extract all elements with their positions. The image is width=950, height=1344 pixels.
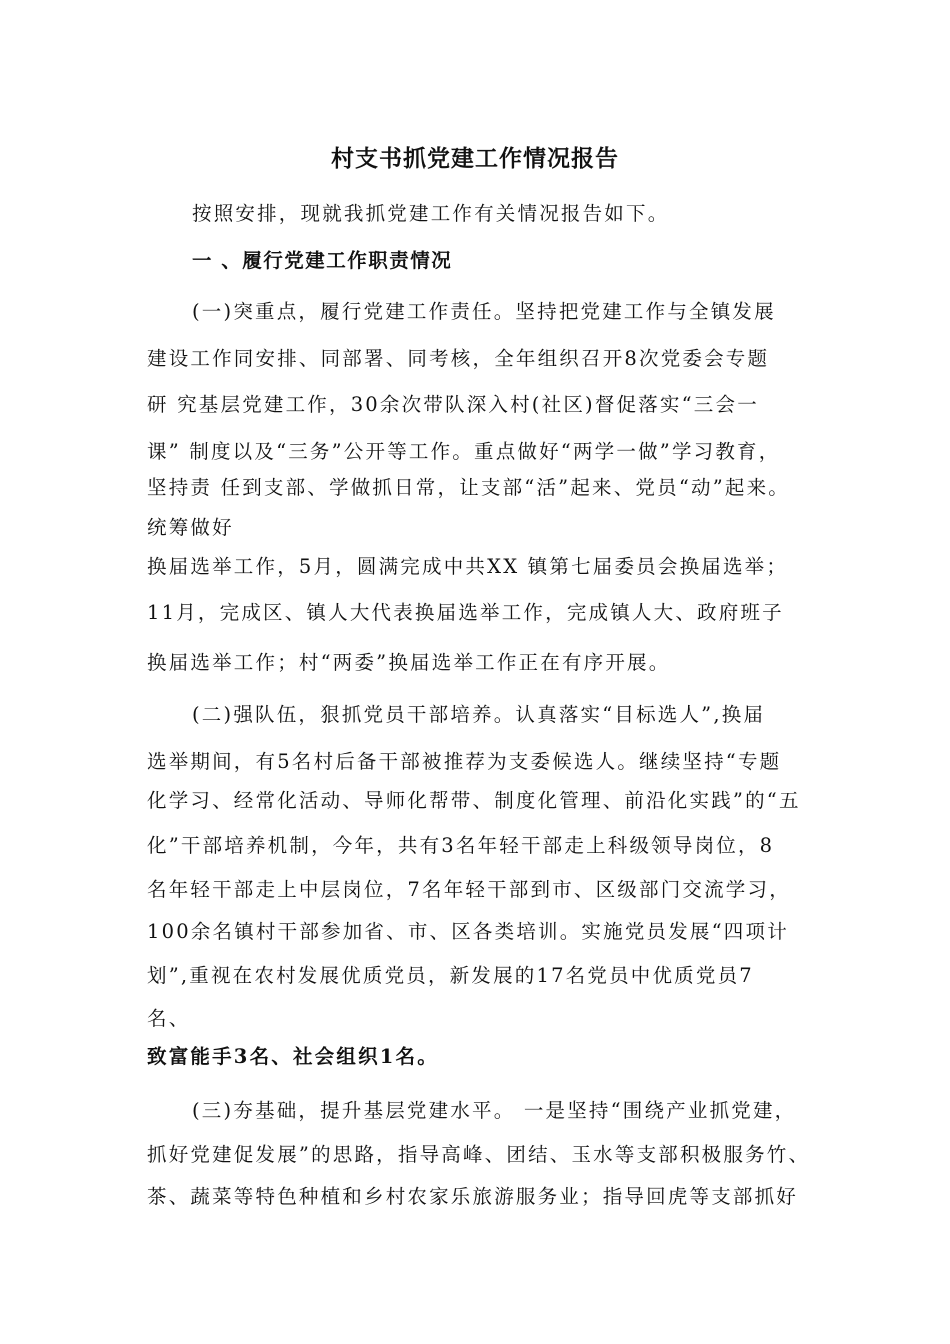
body-line: (三)夯基础，提升基层党建水平。 一是坚持“围绕产业抓党建，: [192, 1099, 797, 1122]
body-line: 名、: [147, 1007, 191, 1030]
body-line: (一)突重点，履行党建工作责任。坚持把党建工作与全镇发展: [192, 300, 776, 323]
body-line: 课” 制度以及“三务”公开等工作。重点做好“两学一做”学习教育，: [147, 440, 781, 463]
body-line: 建设工作同安排、同部署、同考核，全年组织召开8次党委会专题: [147, 347, 770, 370]
section-heading: 一 、履行党建工作职责情况: [192, 249, 453, 272]
body-line: 换届选举工作；村“两委”换届选举工作正在有序开展。: [147, 651, 671, 674]
body-line: 抓好党建促发展”的思路，指导高峰、团结、玉水等支部积极服务竹、: [147, 1143, 811, 1166]
body-line: 化”干部培养机制，今年，共有3名年轻干部走上科级领导岗位，8: [147, 834, 775, 857]
body-line: 11月，完成区、镇人大代表换届选举工作，完成镇人大、政府班子: [147, 601, 784, 624]
body-line: 选举期间，有5名村后备干部被推荐为支委候选人。继续坚持“专题: [147, 750, 782, 773]
body-line: 换届选举工作，5月，圆满完成中共XX 镇第七届委员会换届选举；: [147, 555, 789, 578]
body-line: 坚持责 任到支部、学做抓日常，让支部“活”起来、党员“动”起来。: [147, 476, 790, 499]
body-line: 100余名镇村干部参加省、市、区各类培训。实施党员发展“四项计: [147, 920, 789, 943]
intro-paragraph: 按照安排，现就我抓党建工作有关情况报告如下。: [192, 202, 670, 225]
body-line: 茶、蔬菜等特色种植和乡村农家乐旅游服务业；指导回虎等支部抓好: [147, 1185, 799, 1208]
body-line: 致富能手3名、社会组织1名。: [147, 1045, 439, 1068]
body-line: 化学习、经常化活动、导师化帮带、制度化管理、前沿化实践”的“五: [147, 789, 801, 812]
body-line: 划”,重视在农村发展优质党员，新发展的17名党员中优质党员7: [147, 964, 754, 987]
document-title: 村支书抓党建工作情况报告: [331, 146, 619, 172]
body-line: (二)强队伍，狠抓党员干部培养。认真落实“目标选人”,换届: [192, 703, 766, 726]
body-line: 统筹做好: [147, 516, 234, 539]
body-line: 名年轻干部走上中层岗位，7名年轻干部到市、区级部门交流学习，: [147, 878, 791, 901]
body-line: 研 究基层党建工作，30余次带队深入村(社区)督促落实“三会一: [147, 393, 759, 416]
